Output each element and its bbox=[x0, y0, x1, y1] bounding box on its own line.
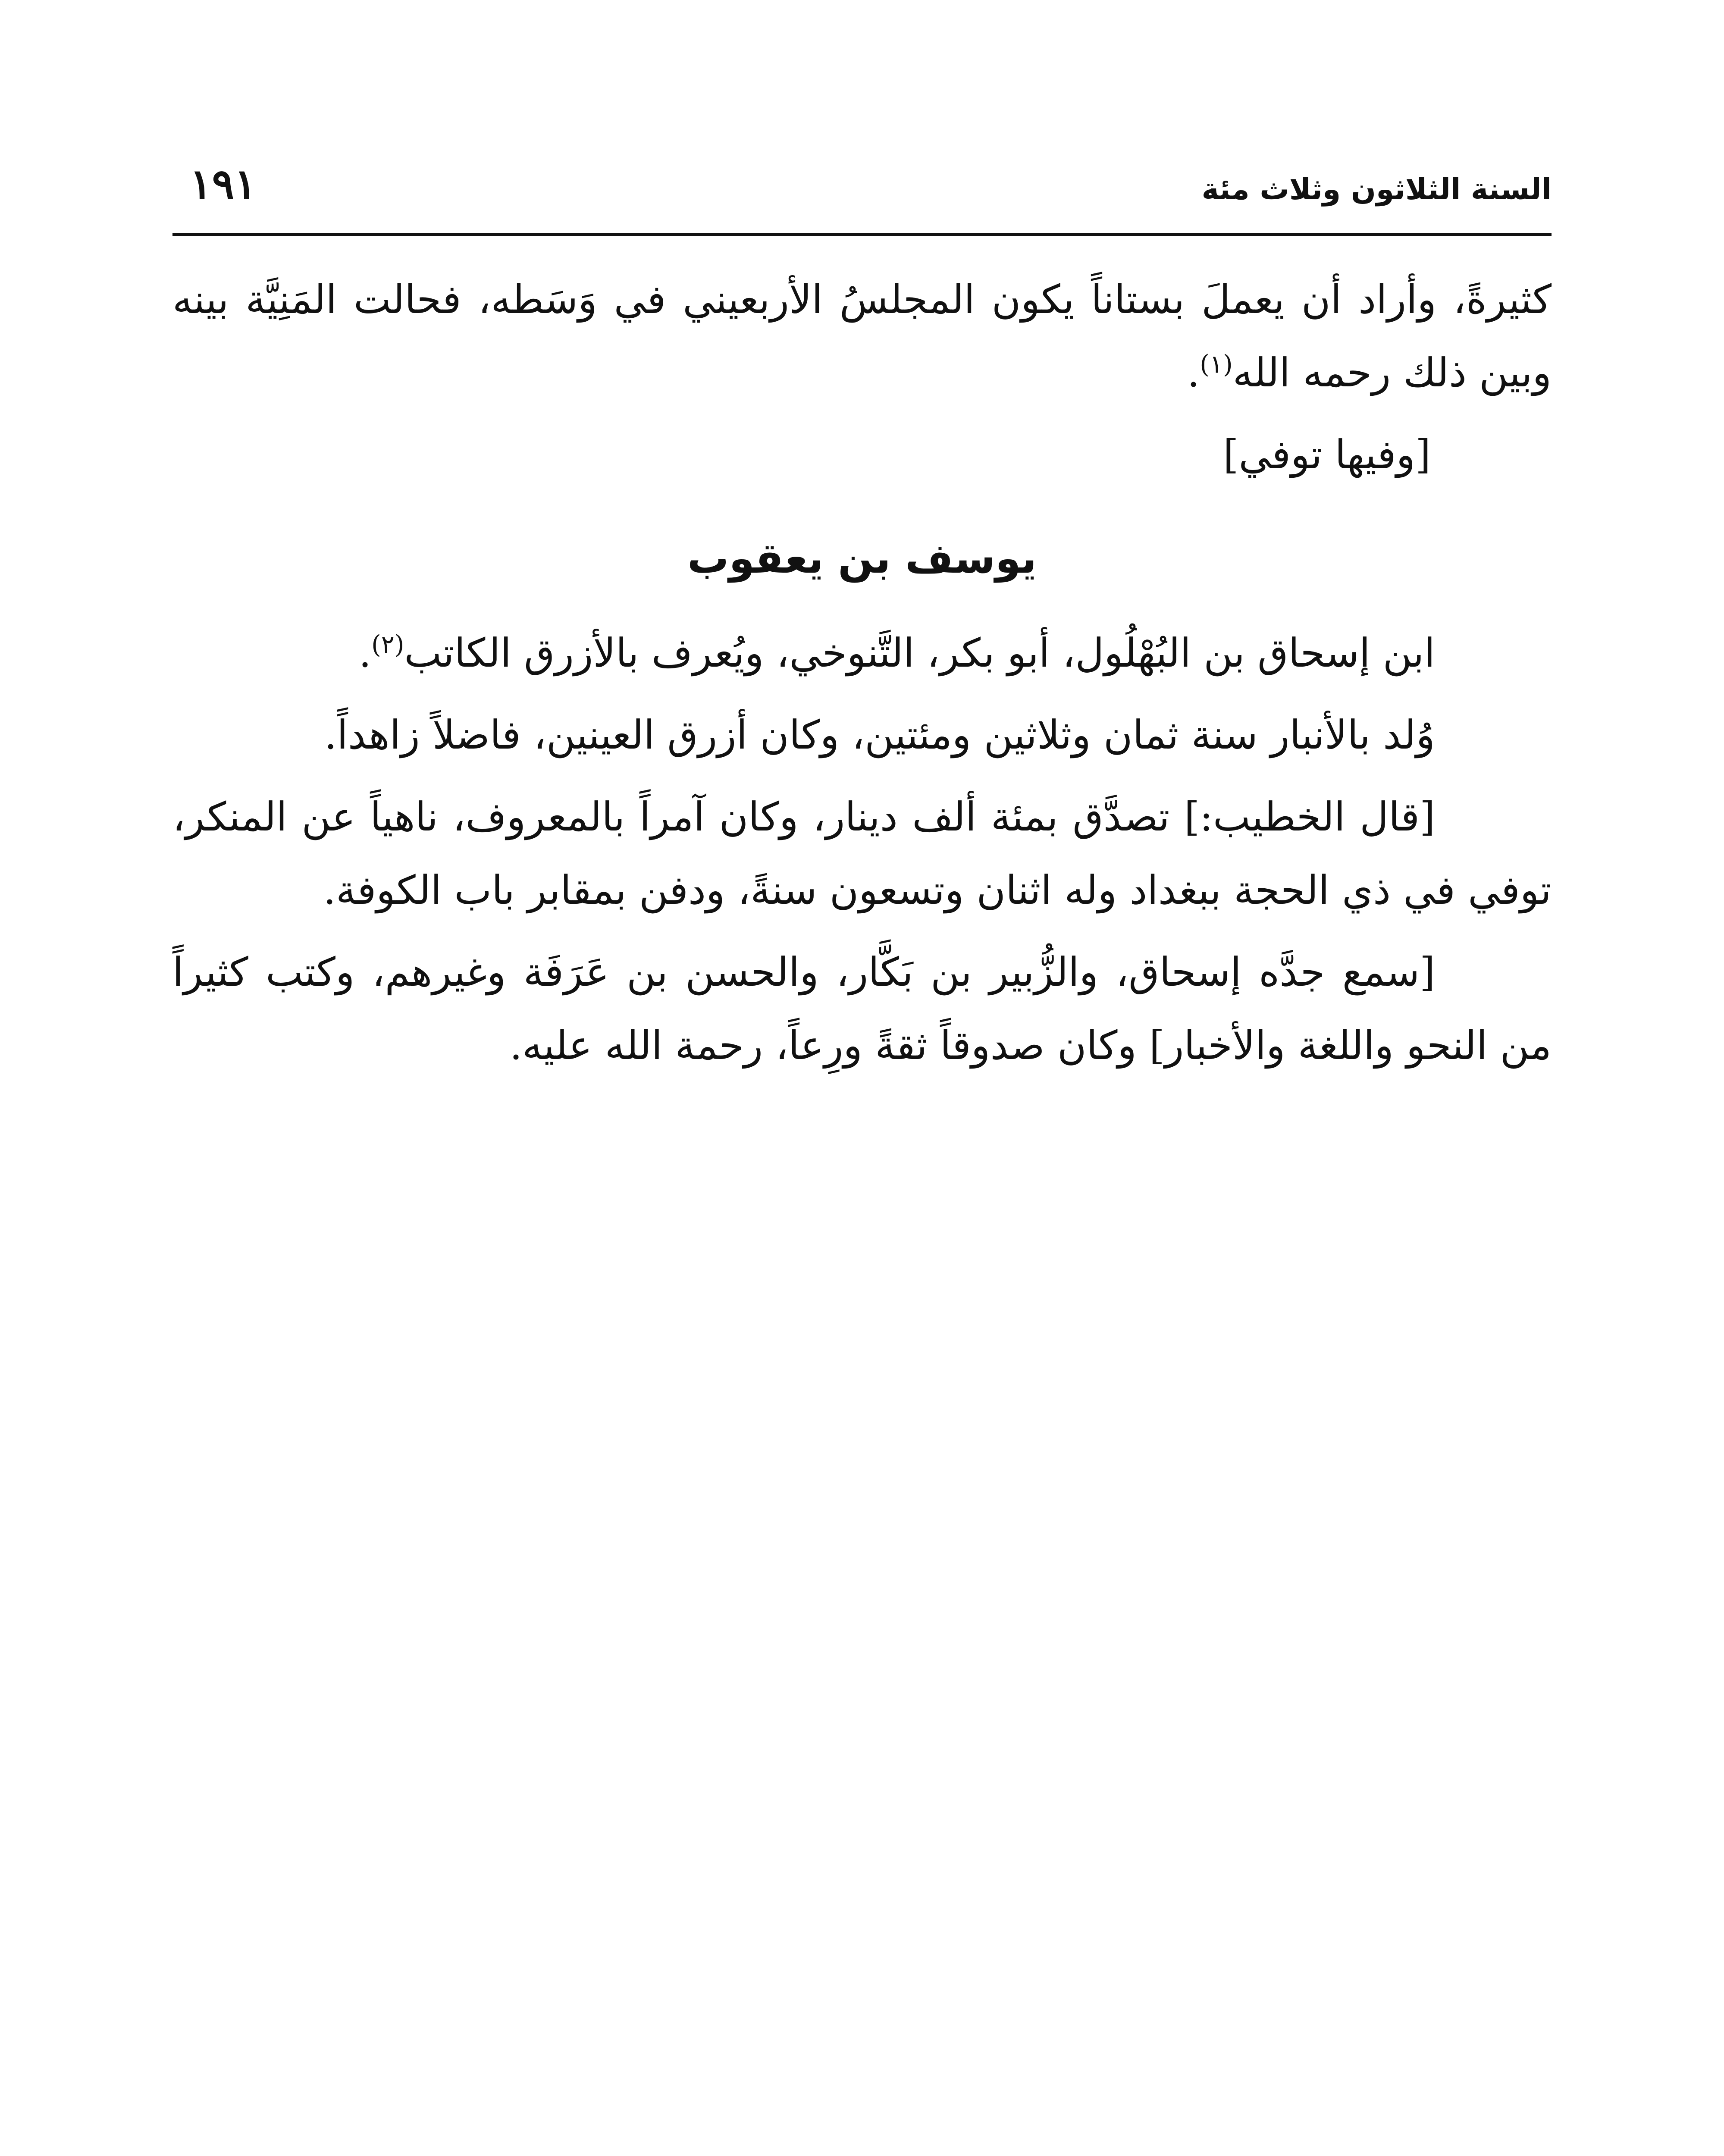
footnote-ref-1: (١) bbox=[1200, 349, 1233, 379]
main-text bbox=[172, 263, 1552, 1091]
paragraph-continuation bbox=[172, 263, 1552, 410]
footnote-ref-2: (٢) bbox=[371, 630, 404, 659]
paragraph-teachers: [سمع جدَّه إسحاق، والزُّبير بن بَكَّار، والحسن بن عَرَفَة وغيرهم، وكتب كثيراً من النحو واللغة والأخبار] وكان صدوقاً ثقةً ورِعاً، رحمة الله عليه. bbox=[172, 949, 1552, 1069]
paragraph-khatib: [قال الخطيب:] تصدَّق بمئة ألف دينار، وكان آمراً بالمعروف، ناهياً عن المنكر، توفي في ذي الحجة ببغداد وله اثنان وتسعون سنةً، ودفن بمقابر باب الكوفة. bbox=[172, 794, 1552, 913]
paragraph-lineage bbox=[172, 617, 1552, 690]
running-title: السنة الثلاثون وثلاث مئة bbox=[1201, 172, 1552, 207]
death-note: [وفيها توفي] bbox=[1223, 432, 1431, 478]
paragraph-birth: وُلد بالأنبار سنة ثمان وثلاثين ومئتين، وكان أزرق العينين، فاضلاً زاهداً. bbox=[324, 712, 1435, 758]
page-number: ١٩١ bbox=[190, 160, 257, 208]
paragraph-text: كثيرةً، وأراد أن يعملَ بستاناً يكون المجلسُ الأربعيني في وَسَطه، فحالت المَنِيَّة بينه وبين ذلك رحمه الله bbox=[172, 276, 1552, 396]
section-heading: يوسف بن يعقوب bbox=[687, 534, 1037, 583]
paragraph-end-mark: . bbox=[1187, 350, 1200, 396]
page-header bbox=[172, 155, 1552, 236]
paragraph-end-mark: . bbox=[358, 630, 372, 676]
paragraph-text: ابن إسحاق بن البُهْلُول، أبو بكر، التَّنوخي، ويُعرف بالأزرق الكاتب bbox=[404, 630, 1435, 676]
